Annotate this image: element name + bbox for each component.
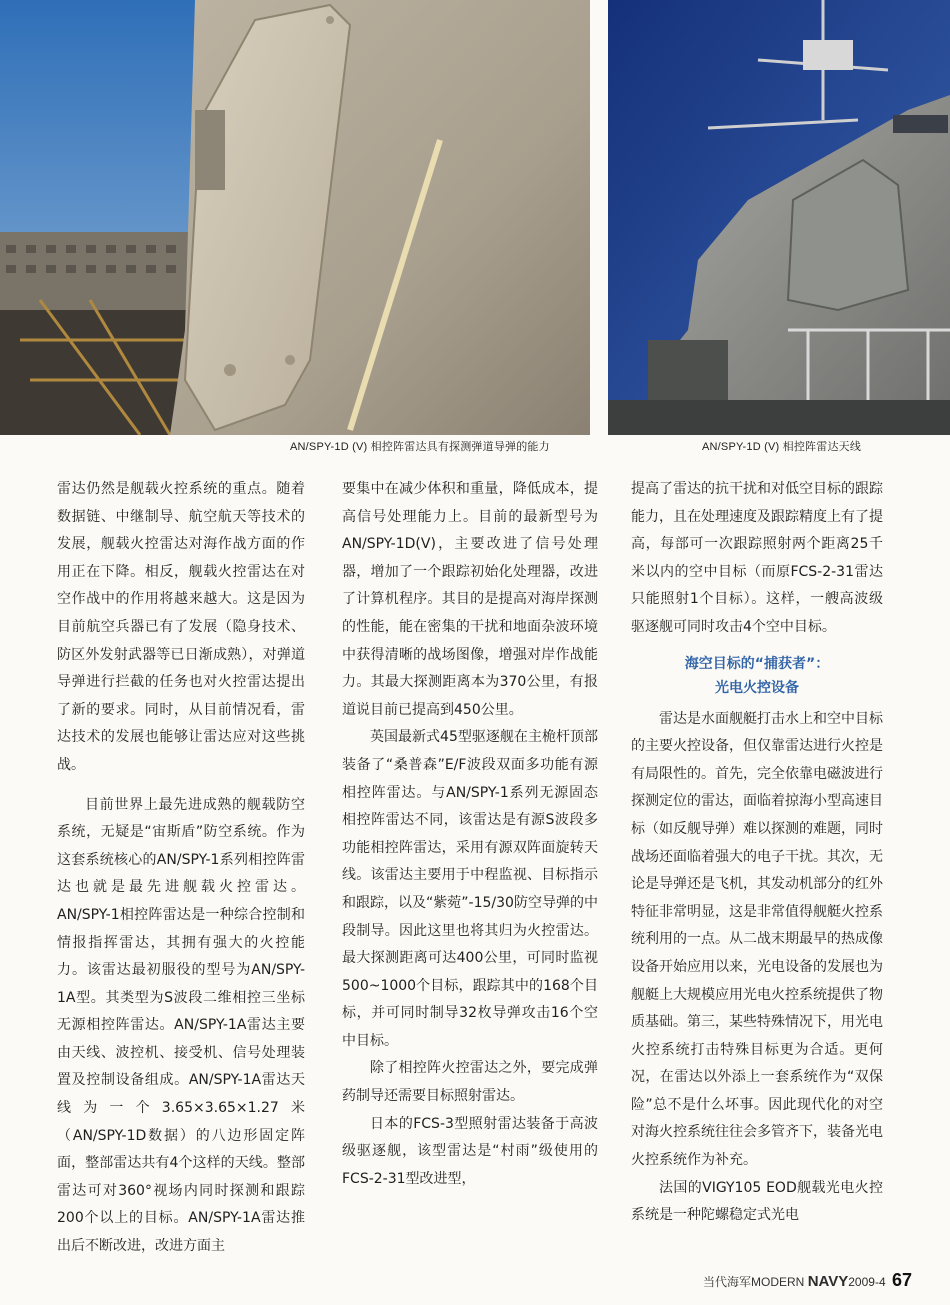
section-heading-line-2: 光电火控设备 (715, 679, 799, 696)
photo-radar-antenna (608, 0, 950, 435)
page-number: 67 (891, 1270, 912, 1290)
section-heading-line-1: 海空目标的“捕获者”： (684, 655, 830, 672)
paragraph: 英国最新式45型驱逐舰在主桅杆顶部装备了“桑普森”E/F波段双面多功能有源相控阵雷达。与AN/SPY-1系列无源固态相控阵雷达不同，该雷达是有源S波段多功能相控阵雷达，采用有源双阵面旋转天线。该雷达主要用于中程监视、目标指示和跟踪，以及“紫菀”-15/30防空导弹的中段制导。因此这里也将其归为火控雷达。最大探测距离可达400公里，可同时监视500~1000个目标，跟踪其中的168个目标，并可同时制导32枚导弹攻击16个空中目标。 (342, 729, 598, 1049)
page-footer (703, 1270, 912, 1291)
paragraph: 要集中在减少体积和重量，降低成本，提高信号处理能力上。目前的最新型号为AN/SPY-1D(V)，主要改进了信号处理器，增加了一个跟踪初始化处理器，改进了计算机程序。其目的是提高对海岸探测的性能，能在密集的干扰和地面杂波环境中获得清晰的战场图像，增强对岸作战能力。其最大探测距离本为370公里，有报道说目前已提高到450公里。 (342, 481, 598, 718)
paragraph: 除了相控阵火控雷达之外，要完成弹药制导还需要目标照射雷达。 (342, 1060, 598, 1105)
paragraph: 雷达是水面舰艇打击水上和空中目标的主要火控设备，但仅靠雷达进行火控是有局限性的。首先，完全依靠电磁波进行探测定位的雷达，面临着掠海小型高速目标（如反舰导弹）难以探测的难题，同时战场还面临着强大的电子干扰。其次，无论是导弹还是飞机，其发动机部分的红外特征非常明显，这是非常值得舰艇火控系统利用的一点。从二战末期最早的热成像设备开始应用以来，光电设备的发展也为舰艇上大规模应用光电火控系统提供了物质基础。第三，某些特殊情况下，用光电火控系统打击特殊目标更为合适。更何况，在雷达以外添上一套系统作为“双保险”总不是什么坏事。因此现代化的对空对海火控系统往往会多管齐下，装备光电火控系统作为补充。 (631, 710, 883, 1169)
magazine-name-modern: MODERN (751, 1275, 805, 1289)
photo-radar-panel (0, 0, 590, 435)
paragraph: 目前世界上最先进成熟的舰载防空系统，无疑是“宙斯盾”防空系统。作为这套系统核心的AN/SPY-1系列相控阵雷达也就是最先进舰载火控雷达。AN/SPY-1相控阵雷达是一种综合控制和情报指挥雷达，其拥有强大的火控能力。该雷达最初服役的型号为AN/SPY-1A型。其类型为S波段二维相控三坐标无源相控阵雷达。AN/SPY-1A雷达主要由天线、波控机、接受机、信号处理装置及控制设备组成。AN/SPY-1A雷达天线为一个3.65×3.65×1.27米（AN/SPY-1D数据）的八边形固定阵面，整部雷达共有4个这样的天线。整部雷达可对360°视场内同时探测和跟踪200个以上的目标。AN/SPY-1A雷达推出后不断改进，改进方面主 (57, 796, 305, 1255)
caption-right: AN/SPY-1D (V) 相控阵雷达天线 (702, 441, 862, 453)
paragraph: 日本的FCS-3型照射雷达装备于高波级驱逐舰，该型雷达是“村雨”级使用的FCS-2-31型改进型， (342, 1115, 598, 1187)
caption-left: AN/SPY-1D (V) 相控阵雷达具有探测弹道导弹的能力 (290, 441, 550, 453)
text-column-3 (631, 476, 883, 1230)
paragraph: 雷达仍然是舰载火控系统的重点。随着数据链、中继制导、航空航天等技术的发展，舰载火控雷达对海作战方面的作用正在下降。相反，舰载火控雷达在对空作战中的作用将越来越大。这是因为目前航空兵器已有了发展（隐身技术、防区外发射武器等已日渐成熟），对弹道导弹进行拦截的任务也对火控雷达提出了新的要求。同时，从目前情况看，雷达技术的发展也能够让雷达应对这些挑战。 (57, 481, 305, 773)
paragraph: 提高了雷达的抗干扰和对低空目标的跟踪能力，且在处理速度及跟踪精度上有了提高，每部可一次跟踪照射两个距离25千米以内的空中目标（而原FCS-2-31雷达只能照射1个目标）。这样，一艘高波级驱逐舰可同时攻击4个空中目标。 (631, 481, 883, 635)
text-column-1 (57, 476, 305, 1261)
paragraph: 法国的VIGY105 EOD舰载光电火控系统是一种陀螺稳定式光电 (631, 1179, 883, 1224)
section-heading (631, 652, 883, 700)
text-column-2 (342, 476, 598, 1193)
magazine-name-cn: 当代海军 (702, 1275, 751, 1289)
issue-number: 2009-4 (848, 1275, 886, 1289)
magazine-name-navy: NAVY (807, 1273, 849, 1290)
